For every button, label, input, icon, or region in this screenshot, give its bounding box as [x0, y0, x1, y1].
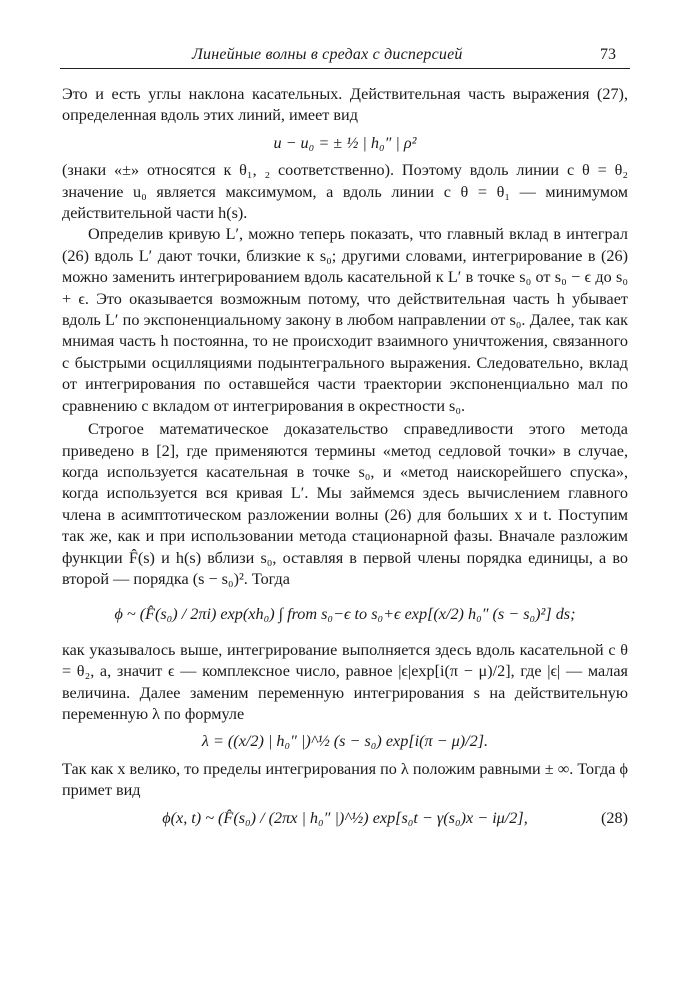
paragraph-6: Так как x велико, то пределы интегрирования по λ положим равными ± ∞. Тогда ϕ примет вид [62, 759, 628, 800]
equation-4 [62, 808, 628, 829]
paragraph-2: (знаки «±» относятся к θ₁, ₂ соответственно). Поэтому вдоль линии с θ = θ₂ значение u₀ является максимумом, а вдоль линии с θ = θ₁ — минимумом действительной части h(s). [62, 161, 628, 223]
running-title: Линейные волны в средах с дисперсией [192, 46, 463, 63]
header-rule [60, 68, 630, 69]
page-body [62, 84, 628, 835]
paragraph-3: Определив кривую L′, можно теперь показать, что главный вклад в интеграл (26) вдоль L′ дают точки, близкие к s₀; другими словами, интегрирование в (26) можно заменить интегрированием вдоль касательной к L′ в точке s₀ от s₀ − ϵ до s₀ + ϵ. Это оказывается возможным потому, что действительная часть h убывает вдоль L′ по экспоненциальному закону в любом направлении от s₀. Далее, так как мнимая часть h постоянна, то не происходит взаимного уничтожения, связанного с быстрыми осцилляциями подынтегрального выражения. Следовательно, вклад от интегрирования по оставшейся части траектории экспоненциально мал по сравнению с вкладом от интегрирования в окрестности s₀. [62, 225, 628, 415]
paragraph-5: как указывалось выше, интегрирование выполняется здесь вдоль касательной с θ = θ₂, а, значит ϵ — комплексное число, равное |ϵ|exp[i(π − μ)/2], где |ϵ| — малая величина. Далее заменим переменную интегрирования s на действительную переменную λ по формуле [62, 640, 628, 723]
equation-4-body: ϕ(x, t) ~ (F̂(s₀) / (2πx | h₀″ |)^½) exp[s₀t − γ(s₀)x − iμ/2], [162, 808, 528, 827]
equation-1: u − u₀ = ± ½ | h₀″ | ρ² [273, 133, 417, 152]
equation-3: λ = ((x/2) | h₀″ |)^½ (s − s₀) exp[i(π − μ)/2]. [201, 732, 489, 751]
page-header [60, 44, 630, 68]
paragraph-4: Строгое математическое доказательство справедливости этого метода приведено в [2], где применяются термины «метод седловой точки» в случае, когда используется касательная в точке s₀, и «метод наискорейшего спуска», когда используется вся кривая L′. Мы займемся здесь вычислением главного члена в асимптотическом разложении волны (26) для больших x и t. Поступим так же, как и при использовании метода стационарной фазы. Вначале разложим функции F̂(s) и h(s) вблизи s₀, оставляя в первой члены порядка единицы, а во второй — порядка (s − s₀)². Тогда [62, 420, 628, 588]
page-number: 73 [600, 46, 616, 63]
equation-2: ϕ ~ (F̂(s₀) / 2πi) exp(xh₀) ∫ from s₀−ϵ to s₀+ϵ exp[(x/2) h₀″ (s − s₀)²] ds; [114, 605, 576, 624]
paragraph-1: Это и есть углы наклона касательных. Действительная часть выражения (27), определенная вдоль этих линий, имеет вид [62, 85, 628, 125]
equation-number: (28) [601, 808, 628, 827]
